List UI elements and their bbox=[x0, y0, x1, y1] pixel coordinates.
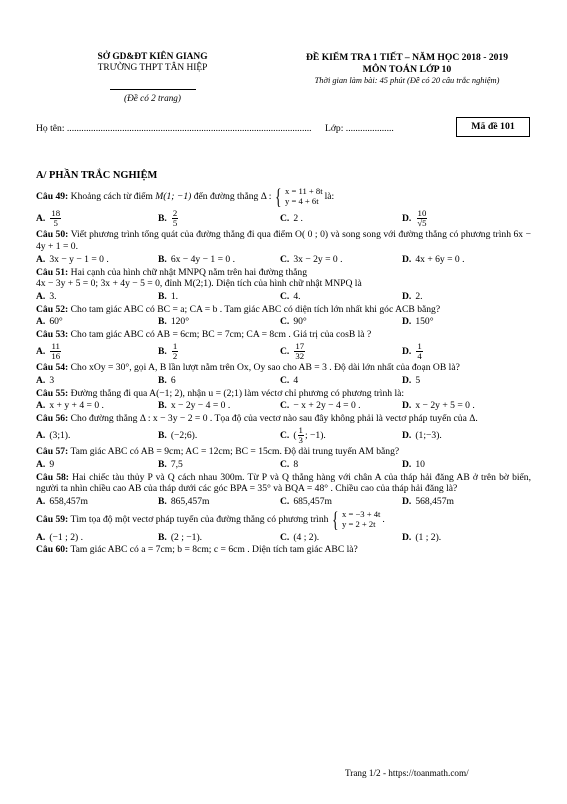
question-number: Câu 56: bbox=[36, 413, 69, 425]
answer-option[interactable] bbox=[280, 316, 402, 328]
option-text: x − 2y − 4 = 0 . bbox=[170, 400, 231, 412]
question-text: Hai cạnh của hình chữ nhật MNPQ nằm trên hai đường thẳng bbox=[70, 266, 307, 278]
question-list bbox=[36, 186, 531, 556]
option-label: B. bbox=[158, 458, 167, 470]
question-number: Câu 53: bbox=[36, 329, 69, 341]
answer-option[interactable] bbox=[280, 459, 402, 471]
section-title: A/ PHẦN TRẮC NGHIỆM bbox=[36, 170, 158, 181]
numerator: 2 bbox=[172, 208, 178, 218]
answer-option[interactable] bbox=[158, 342, 280, 361]
page-footer: Trang 1/2 - https://toanmath.com/ bbox=[345, 768, 469, 778]
option-label: C. bbox=[280, 458, 290, 470]
question-stem bbox=[36, 413, 531, 425]
fraction bbox=[50, 209, 61, 228]
exam-code-box: Mã đề 101 bbox=[456, 117, 530, 137]
question-number: Câu 58: bbox=[36, 471, 69, 483]
option-label: A. bbox=[36, 290, 46, 302]
denominator: 16 bbox=[51, 351, 61, 362]
exam-title: ĐỀ KIỂM TRA 1 TIẾT – NĂM HỌC 2018 - 2019 bbox=[305, 52, 509, 63]
answer-option[interactable] bbox=[402, 532, 524, 544]
answer-options bbox=[36, 426, 531, 445]
option-label: A. bbox=[36, 345, 46, 357]
option-text: 5 bbox=[415, 374, 421, 386]
answer-option[interactable] bbox=[36, 375, 158, 387]
answer-option[interactable] bbox=[402, 375, 524, 387]
option-text: 4. bbox=[293, 290, 301, 302]
question-stem bbox=[36, 506, 531, 532]
answer-options bbox=[36, 342, 531, 361]
question-stem bbox=[36, 362, 531, 374]
question-stem bbox=[36, 229, 531, 252]
answer-option[interactable] bbox=[36, 426, 158, 445]
option-text: (3;1). bbox=[49, 429, 71, 441]
answer-option[interactable] bbox=[280, 342, 402, 361]
header-divider bbox=[110, 89, 196, 90]
option-label: A. bbox=[36, 531, 46, 543]
equation-system bbox=[330, 506, 381, 532]
option-text: 3 bbox=[49, 374, 55, 386]
student-class-field[interactable]: Lớp: .................... bbox=[325, 123, 394, 134]
answer-option[interactable] bbox=[158, 209, 280, 228]
point-label: M(1; −1) bbox=[155, 191, 192, 203]
answer-option[interactable] bbox=[36, 496, 158, 508]
option-label: B. bbox=[158, 253, 167, 265]
option-text: 120° bbox=[170, 316, 190, 328]
answer-options bbox=[36, 400, 531, 412]
option-label: D. bbox=[402, 290, 412, 302]
option-text: 10 bbox=[415, 458, 425, 470]
option-label: A. bbox=[36, 212, 46, 224]
option-label: A. bbox=[36, 496, 46, 508]
question-stem bbox=[36, 329, 531, 341]
option-label: C. bbox=[280, 429, 290, 441]
question-number: Câu 59: bbox=[36, 513, 69, 525]
option-text: 150° bbox=[415, 316, 434, 328]
option-label: D. bbox=[402, 496, 412, 508]
question-text: Đường thẳng đi qua A(−1; 2), nhận u = (2;1) làm véctơ chỉ phương có phương trình là: bbox=[70, 387, 405, 399]
question-stem bbox=[36, 304, 531, 316]
question-text: . bbox=[382, 513, 385, 525]
question-number: Câu 60: bbox=[36, 544, 69, 556]
question bbox=[36, 362, 531, 386]
question-text-line: 4x − 3y + 5 = 0; 3x + 4y − 5 = 0, đỉnh M(2;1). Diện tích của hình chữ nhật MNPQ là bbox=[36, 278, 362, 290]
answer-option[interactable] bbox=[280, 375, 402, 387]
question-text: Viết phương trình tổng quát của đường thẳng đi qua điểm O( 0 ; 0) và song song với đường thẳng có phương trình 6x − 4y + 1 = 0. bbox=[36, 229, 531, 253]
option-text: x + y + 4 = 0 . bbox=[49, 400, 104, 412]
option-label: A. bbox=[36, 374, 46, 386]
answer-option[interactable] bbox=[158, 400, 280, 412]
option-text: (−1 ; 2) . bbox=[49, 531, 83, 543]
numerator: 11 bbox=[51, 340, 60, 351]
option-text: (−2;6). bbox=[170, 429, 198, 441]
denominator: 3 bbox=[298, 435, 303, 446]
option-text: x − 2y + 5 = 0 . bbox=[415, 400, 475, 412]
option-label: D. bbox=[402, 429, 412, 441]
numerator: 1 bbox=[298, 424, 303, 435]
option-text: 3x − y − 1 = 0 . bbox=[49, 253, 109, 265]
answer-options bbox=[36, 459, 531, 471]
option-text: 2 . bbox=[293, 212, 303, 224]
option-label: B. bbox=[158, 345, 167, 357]
answer-option[interactable] bbox=[280, 291, 402, 303]
option-label: B. bbox=[158, 429, 167, 441]
answer-option[interactable] bbox=[402, 209, 524, 228]
option-text: 90° bbox=[293, 316, 307, 328]
option-text: 60° bbox=[49, 316, 63, 328]
subject-title: MÔN TOÁN LỚP 10 bbox=[362, 63, 452, 75]
option-label: D. bbox=[402, 253, 412, 265]
option-label: A. bbox=[36, 316, 46, 328]
option-text: − x + 2y − 4 = 0 . bbox=[293, 400, 361, 412]
option-label: B. bbox=[158, 212, 167, 224]
answer-options bbox=[36, 209, 531, 228]
answer-option[interactable] bbox=[36, 532, 158, 544]
fraction bbox=[298, 426, 304, 445]
answer-option[interactable] bbox=[158, 254, 280, 266]
question-number: Câu 54: bbox=[36, 362, 69, 374]
option-label: D. bbox=[402, 531, 412, 543]
answer-option[interactable] bbox=[158, 375, 280, 387]
option-label: B. bbox=[158, 374, 167, 386]
option-text: 7,5 bbox=[170, 458, 183, 470]
question bbox=[36, 413, 531, 445]
fraction bbox=[294, 342, 305, 361]
numerator: 10 bbox=[417, 208, 427, 218]
option-label: B. bbox=[158, 496, 167, 508]
option-label: C. bbox=[280, 253, 290, 265]
option-label: B. bbox=[158, 400, 167, 412]
option-label: C. bbox=[280, 290, 290, 302]
question-stem bbox=[36, 186, 531, 208]
answer-option[interactable] bbox=[36, 254, 158, 266]
header-left bbox=[60, 52, 245, 104]
denominator: 4 bbox=[417, 351, 422, 362]
question bbox=[36, 186, 531, 228]
question bbox=[36, 304, 531, 328]
equation-row: x = −3 + 4t bbox=[342, 508, 381, 519]
question bbox=[36, 388, 531, 412]
option-label: A. bbox=[36, 400, 46, 412]
numerator: 17 bbox=[295, 340, 305, 351]
numerator: 1 bbox=[172, 340, 178, 351]
equation-rows bbox=[285, 187, 323, 207]
option-text: 3. bbox=[49, 290, 57, 302]
numerator: 1 bbox=[417, 340, 422, 351]
equation-row: x = 11 + 8t bbox=[285, 186, 323, 197]
question bbox=[36, 267, 531, 303]
answer-option[interactable] bbox=[158, 316, 280, 328]
option-text: 3x − 2y = 0 . bbox=[293, 253, 343, 265]
denominator: 5 bbox=[53, 218, 58, 229]
question bbox=[36, 329, 531, 361]
option-text: 6 bbox=[170, 374, 176, 386]
question-number: Câu 51: bbox=[36, 266, 69, 278]
answer-option[interactable] bbox=[280, 496, 402, 508]
option-label: D. bbox=[402, 458, 412, 470]
question-text: Tam giác ABC có a = 7cm; b = 8cm; c = 6cm . Diện tích tam giác ABC là? bbox=[70, 544, 358, 556]
time-note: Thời gian làm bài: 45 phút (Đề có 20 câu trắc nghiệm) bbox=[314, 75, 500, 85]
answer-options bbox=[36, 375, 531, 387]
option-suffix: ; −1). bbox=[304, 429, 326, 441]
option-text: (2 ; −1). bbox=[170, 531, 203, 543]
option-text: 8 bbox=[293, 458, 299, 470]
option-text: (4 ; 2). bbox=[293, 531, 320, 543]
answer-option[interactable] bbox=[280, 426, 402, 445]
question bbox=[36, 506, 531, 544]
school-name: TRƯỜNG THPT TÂN HIỆP bbox=[97, 63, 208, 74]
option-text: 685,457m bbox=[293, 496, 332, 508]
option-text: 658,457m bbox=[49, 496, 88, 508]
answer-option[interactable] bbox=[36, 291, 158, 303]
option-label: D. bbox=[402, 316, 412, 328]
fraction bbox=[172, 342, 178, 361]
question-text: Khoảng cách từ điểm bbox=[70, 191, 153, 203]
question-stem bbox=[36, 388, 531, 400]
answer-option[interactable] bbox=[402, 291, 524, 303]
question-text: Cho xOy = 30°, gọi A, B lần lượt nằm trên Ox, Oy sao cho AB = 3 . Độ dài lớn nhất của đoạn OB là? bbox=[70, 362, 460, 374]
question-text: là: bbox=[324, 191, 335, 203]
student-name-field[interactable]: Họ tên: ...................................................................................................... bbox=[36, 123, 312, 134]
question bbox=[36, 544, 531, 556]
option-text: 2. bbox=[415, 290, 423, 302]
answer-option[interactable] bbox=[158, 496, 280, 508]
equation-rows bbox=[342, 510, 380, 530]
question-number: Câu 49: bbox=[36, 191, 69, 203]
denominator: 32 bbox=[295, 351, 305, 362]
option-label: C. bbox=[280, 496, 290, 508]
question-text: Hai chiếc tàu thủy P và Q cách nhau 300m. Từ P và Q thẳng hàng với chân A của tháp hải đăng AB ở trên bờ biển, người ta nhìn chiều cao AB của tháp dưới các góc BPA = 35° và BQA = 48° . Chiều cao của tháp hải đăng là? bbox=[36, 471, 532, 495]
question-text: Tam giác ABC có AB = 9cm; AC = 12cm; BC = 15cm. Độ dài trung tuyến AM bằng? bbox=[70, 446, 400, 458]
question-text: Cho tam giác ABC có AB = 6cm; BC = 7cm; CA = 8cm . Giá trị của cosB là ? bbox=[70, 329, 372, 341]
option-label: B. bbox=[158, 290, 167, 302]
answer-option[interactable] bbox=[280, 532, 402, 544]
fraction bbox=[416, 209, 427, 228]
answer-option[interactable] bbox=[402, 316, 524, 328]
pages-note: (Đề có 2 trang) bbox=[124, 92, 181, 103]
question-text: Cho đường thẳng Δ : x − 3y − 2 = 0 . Tọa độ của vectơ nào sau đây không phải là vectơ pháp tuyến của Δ. bbox=[70, 413, 478, 425]
equation-row: y = 2 + 2t bbox=[342, 518, 376, 529]
answer-option[interactable] bbox=[402, 342, 524, 361]
equation-row: y = 4 + 6t bbox=[285, 196, 319, 206]
question-stem bbox=[36, 267, 531, 279]
option-text: (1 ; 2). bbox=[415, 531, 442, 543]
option-label: A. bbox=[36, 253, 46, 265]
option-label: D. bbox=[402, 374, 412, 386]
option-label: A. bbox=[36, 458, 46, 470]
answer-option[interactable] bbox=[158, 291, 280, 303]
answer-option[interactable] bbox=[158, 426, 280, 445]
answer-option[interactable] bbox=[402, 426, 524, 445]
option-label: B. bbox=[158, 531, 167, 543]
option-text: 9 bbox=[49, 458, 55, 470]
question-text: đến đường thẳng bbox=[193, 191, 259, 203]
answer-option[interactable] bbox=[36, 209, 158, 228]
option-label: C. bbox=[280, 531, 290, 543]
question bbox=[36, 472, 531, 508]
answer-option[interactable] bbox=[36, 342, 158, 361]
answer-option[interactable] bbox=[402, 400, 524, 412]
option-label: D. bbox=[402, 345, 412, 357]
option-label: B. bbox=[158, 316, 167, 328]
question-text: Cho tam giác ABC có BC = a; CA = b . Tam giác ABC có diện tích lớn nhất khi góc ACB bằng? bbox=[70, 303, 441, 315]
answer-option[interactable] bbox=[280, 209, 402, 228]
brace-glyph: { bbox=[275, 184, 282, 209]
answer-option[interactable] bbox=[402, 254, 524, 266]
option-prefix: ( bbox=[293, 429, 297, 441]
option-label: D. bbox=[402, 400, 412, 412]
question-stem bbox=[36, 472, 531, 495]
fraction bbox=[172, 209, 178, 228]
answer-options bbox=[36, 291, 531, 303]
answer-option[interactable] bbox=[158, 459, 280, 471]
option-label: A. bbox=[36, 429, 46, 441]
option-label: C. bbox=[280, 345, 290, 357]
answer-option[interactable] bbox=[402, 496, 524, 508]
option-text: 568,457m bbox=[415, 496, 454, 508]
option-text: 1. bbox=[170, 290, 179, 302]
question-number: Câu 52: bbox=[36, 303, 69, 315]
question-text: Tìm tọa độ một vectơ pháp tuyến của đường thẳng có phương trình bbox=[70, 513, 329, 525]
answer-option[interactable] bbox=[402, 459, 524, 471]
option-text: (1;−3). bbox=[415, 429, 442, 441]
answer-option[interactable] bbox=[280, 400, 402, 412]
question bbox=[36, 446, 531, 470]
denominator: 5 bbox=[172, 218, 178, 229]
equation-system bbox=[273, 186, 322, 208]
answer-option[interactable] bbox=[158, 532, 280, 544]
answer-option[interactable] bbox=[36, 400, 158, 412]
question-number: Câu 55: bbox=[36, 387, 69, 399]
answer-options bbox=[36, 532, 531, 544]
brace-glyph: { bbox=[332, 506, 339, 532]
question-stem bbox=[36, 544, 531, 556]
numerator: 18 bbox=[51, 208, 61, 218]
answer-options bbox=[36, 254, 531, 266]
line-name: Δ : bbox=[260, 191, 272, 203]
header-right bbox=[262, 52, 552, 86]
denominator: √5 bbox=[417, 218, 427, 229]
option-text: 865,457m bbox=[170, 496, 210, 508]
question bbox=[36, 229, 531, 265]
answer-options bbox=[36, 316, 531, 328]
answer-option[interactable] bbox=[36, 316, 158, 328]
fraction bbox=[416, 342, 422, 361]
org-name: SỞ GD&ĐT KIÊN GIANG bbox=[97, 52, 208, 62]
denominator: 2 bbox=[172, 351, 178, 362]
option-label: C. bbox=[280, 400, 290, 412]
answer-options bbox=[36, 496, 531, 508]
option-label: C. bbox=[280, 316, 290, 328]
answer-option[interactable] bbox=[280, 254, 402, 266]
question-number: Câu 50: bbox=[36, 229, 69, 241]
question-number: Câu 57: bbox=[36, 446, 69, 458]
fraction bbox=[50, 342, 61, 361]
option-text: 4x + 6y = 0 . bbox=[415, 253, 465, 265]
option-label: C. bbox=[280, 374, 290, 386]
option-label: C. bbox=[280, 212, 290, 224]
option-text: 4 bbox=[293, 374, 299, 386]
option-label: D. bbox=[402, 212, 412, 224]
question-stem bbox=[36, 446, 531, 458]
answer-option[interactable] bbox=[36, 459, 158, 471]
option-text: 6x − 4y − 1 = 0 . bbox=[170, 253, 236, 265]
